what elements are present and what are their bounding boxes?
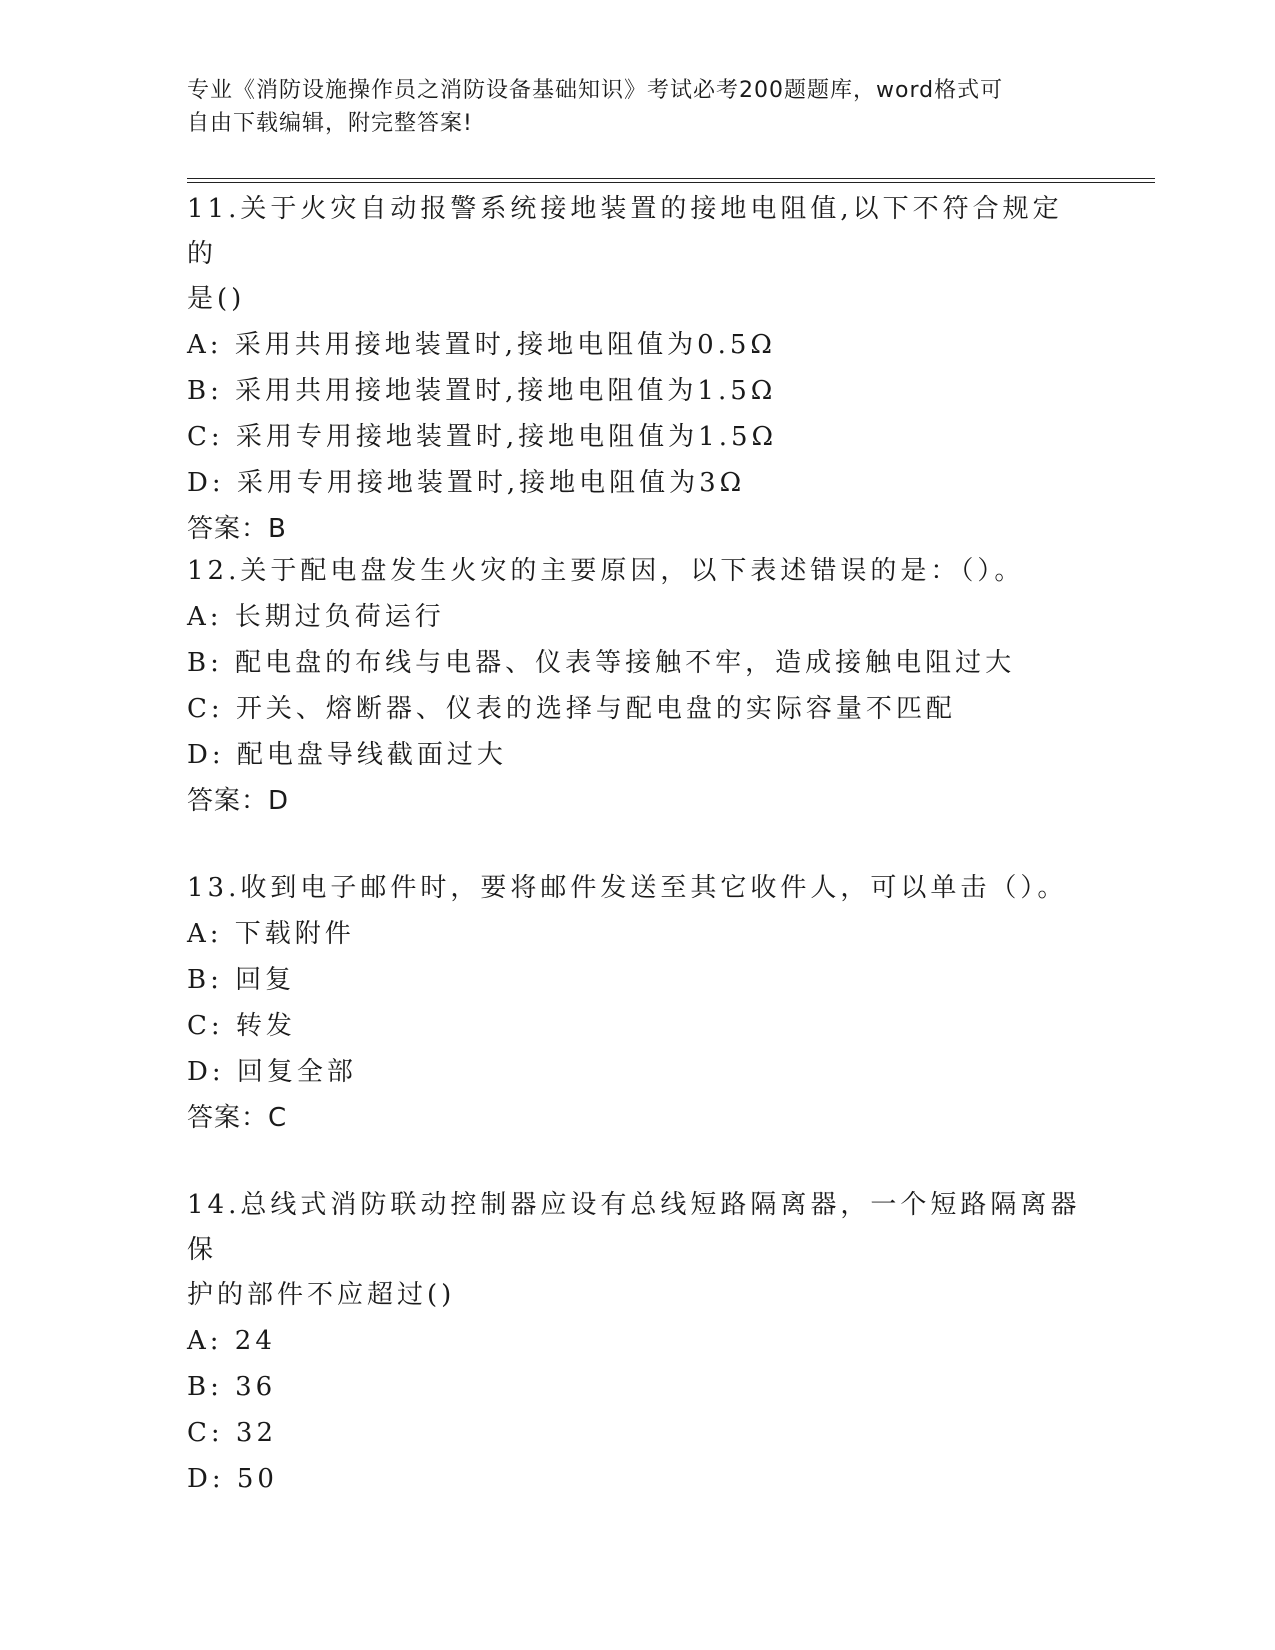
question-stem-line-2: 护的部件不应超过() xyxy=(187,1280,456,1310)
header-line-1: 专业《消防设施操作员之消防设备基础知识》考试必考200题题库，word格式可 xyxy=(187,78,1004,103)
option-b: B: 配电盘的布线与电器、仪表等接触不牢，造成接触电阻过大 xyxy=(187,648,1016,678)
option-b: B: 采用共用接地装置时,接地电阻值为1.5Ω xyxy=(187,376,777,406)
option-d: D: 回复全部 xyxy=(187,1057,357,1087)
question-stem-line-1: 11.关于火灾自动报警系统接地装置的接地电阻值,以下不符合规定的 xyxy=(187,194,1063,269)
option-d: D: 50 xyxy=(187,1464,278,1494)
option-c: C: 开关、熔断器、仪表的选择与配电盘的实际容量不匹配 xyxy=(187,694,956,724)
option-b: B: 回复 xyxy=(187,965,296,995)
question-13 xyxy=(187,866,1087,1141)
header-rule-bottom xyxy=(187,182,1155,183)
question-stem-line-1: 13.收到电子邮件时，要将邮件发送至其它收件人，可以单击（）。 xyxy=(187,873,1068,903)
option-c: C: 采用专用接地装置时,接地电阻值为1.5Ω xyxy=(187,422,778,452)
answer: 答案：D xyxy=(187,786,290,816)
option-d: D: 配电盘导线截面过大 xyxy=(187,740,507,770)
option-a: A: 采用共用接地装置时,接地电阻值为0.5Ω xyxy=(187,330,776,360)
document-header xyxy=(187,74,1067,140)
question-14 xyxy=(187,1183,1087,1502)
header-rule-top xyxy=(187,178,1155,179)
option-a: A: 长期过负荷运行 xyxy=(187,602,445,632)
option-d: D: 采用专用接地装置时,接地电阻值为3Ω xyxy=(187,468,746,498)
question-11 xyxy=(187,187,1087,552)
question-stem-line-1: 12.关于配电盘发生火灾的主要原因，以下表述错误的是：（）。 xyxy=(187,556,1025,586)
answer: 答案：C xyxy=(187,1103,288,1133)
header-line-2: 自由下载编辑，附完整答案! xyxy=(187,111,473,136)
option-c: C: 转发 xyxy=(187,1011,296,1041)
question-12 xyxy=(187,549,1087,824)
question-stem-line-2: 是() xyxy=(187,284,246,314)
question-stem-line-1: 14.总线式消防联动控制器应设有总线短路隔离器，一个短路隔离器保 xyxy=(187,1190,1081,1265)
option-a: A: 下载附件 xyxy=(187,919,355,949)
option-b: B: 36 xyxy=(187,1372,277,1402)
option-c: C: 32 xyxy=(187,1418,278,1448)
option-a: A: 24 xyxy=(187,1326,276,1356)
answer: 答案：B xyxy=(187,514,287,544)
